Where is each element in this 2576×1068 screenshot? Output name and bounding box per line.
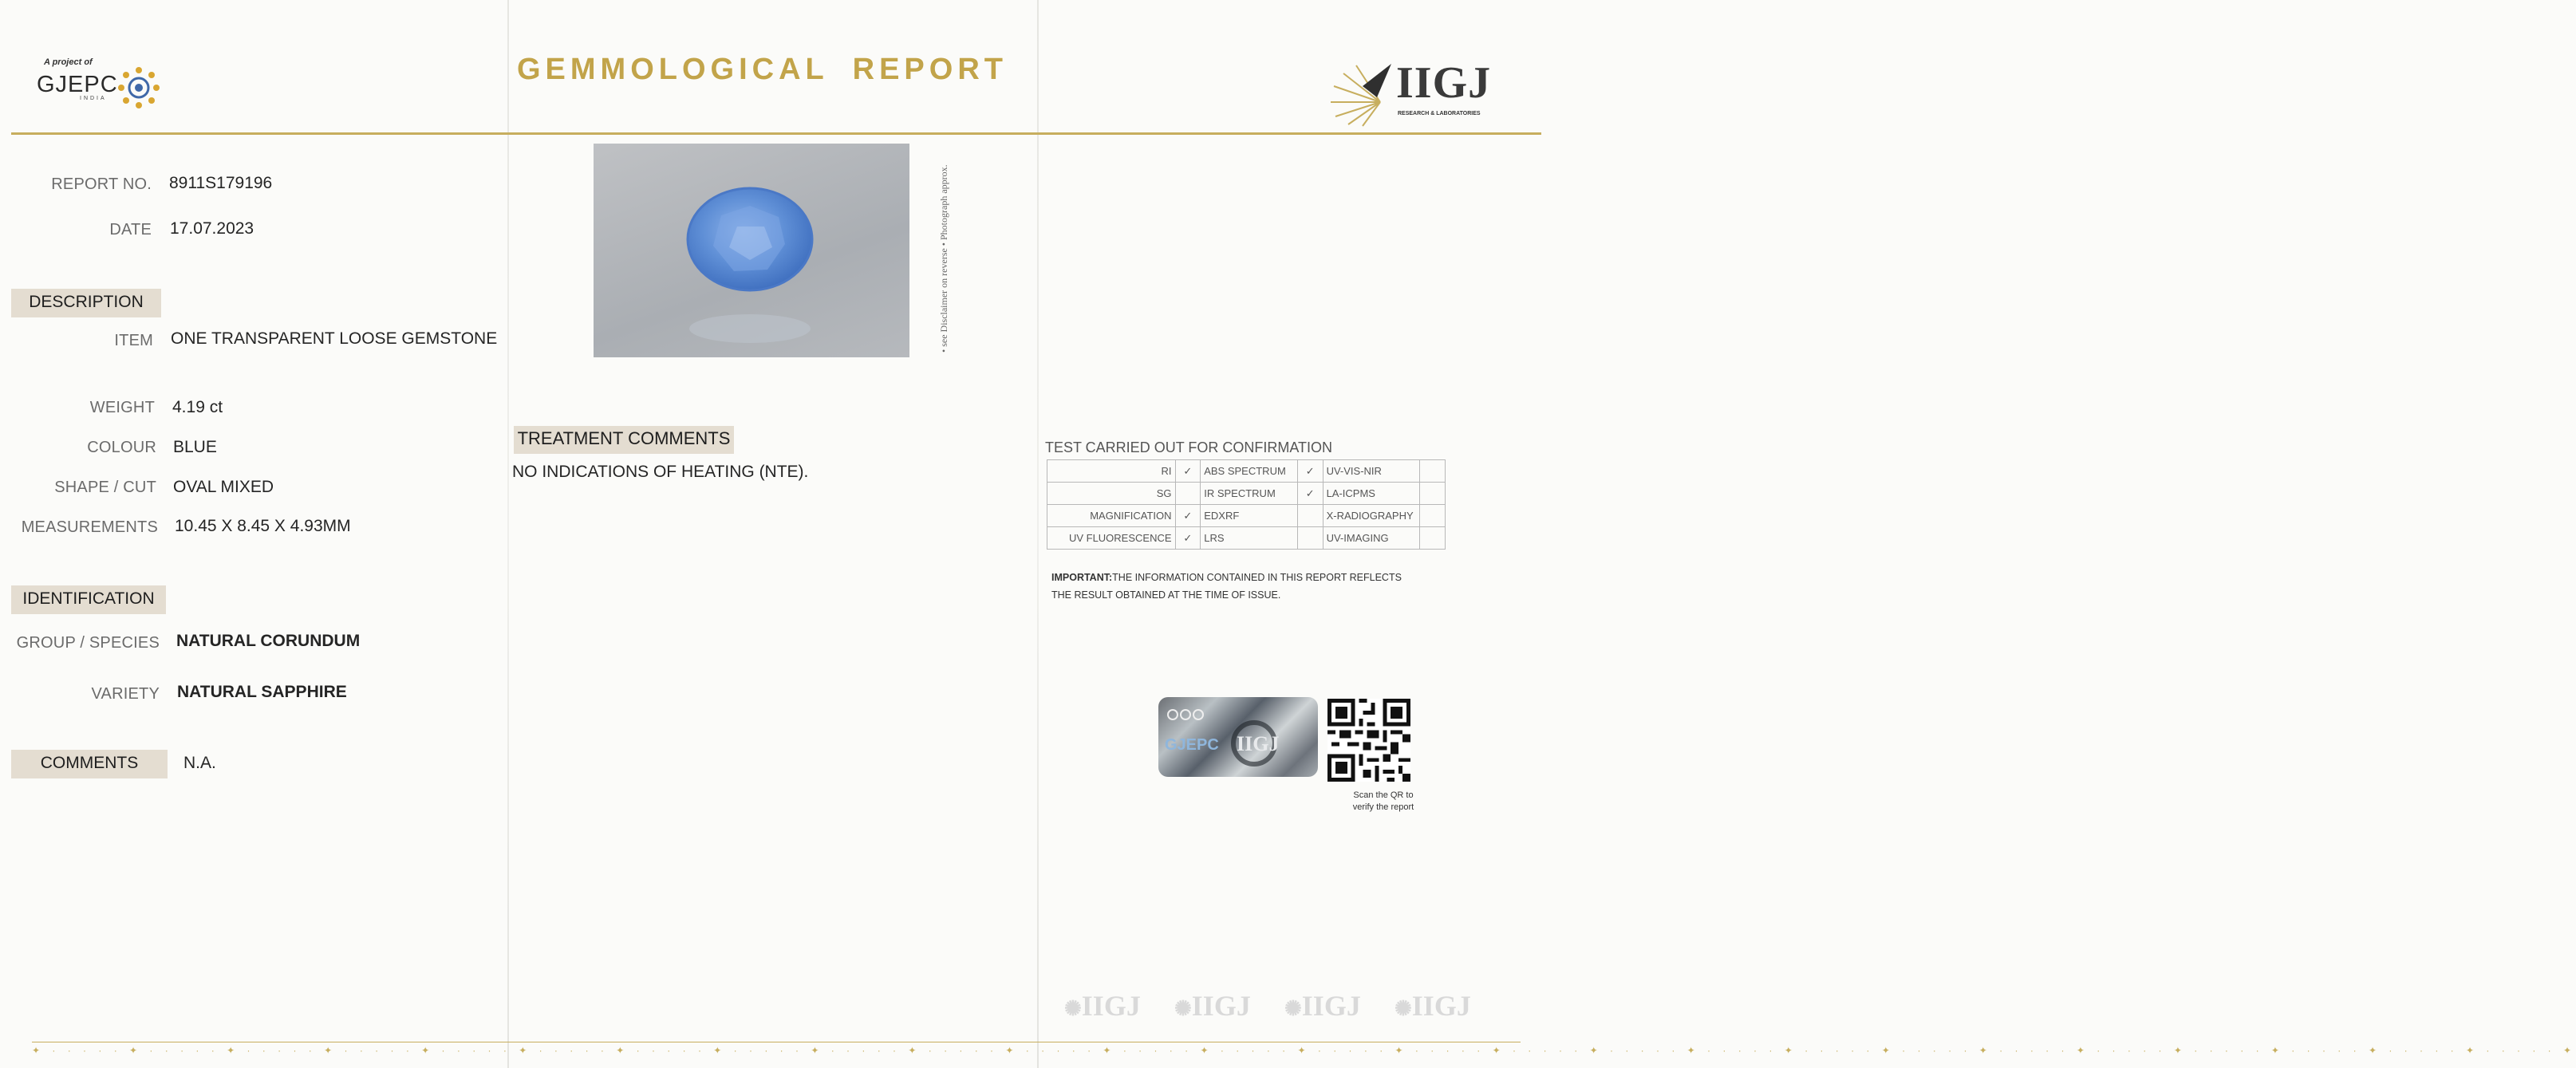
gjepc-country: INDIA — [80, 96, 107, 101]
test-name: LA-ICPMS — [1323, 483, 1420, 505]
tests-title: TEST CARRIED OUT FOR CONFIRMATION — [1045, 439, 1333, 455]
footer-star-border: ✦ · · · · · ✦ · · · · · ✦ · · · · · ✦ · · · · · ✦ · · · · · ✦ · · · · · ✦ · · · · · ✦ · · · · · ✦ · · · · · ✦ · · · · · ✦ · · · · · ✦ · · · · · ✦ · · · · · ✦ · · · · · ✦ · · · · · ✦ · · · · · ✦ · · · · · ✦ · · · · · ✦ · · · · · ✦ · · · · · ✦ · · · · · ✦ · · · · · ✦ · · · · · ✦ · · · · · ✦ · · · · · ✦ · · · · · ✦ — [32, 1045, 2576, 1056]
gjepc-tagline: A project of — [44, 57, 93, 67]
report-title: GEMMOLOGICAL REPORT — [517, 53, 1008, 86]
hologram-iigj-text: IIGJ — [1237, 732, 1280, 755]
measurements-label: MEASUREMENTS — [21, 518, 158, 536]
qr-caption — [1342, 790, 1425, 814]
shape-value: OVAL MIXED — [173, 478, 274, 496]
treatment-heading: TREATMENT COMMENTS — [514, 426, 734, 454]
colour-label: COLOUR — [87, 439, 156, 456]
test-name: LRS — [1201, 527, 1298, 550]
weight-value: 4.19 ct — [172, 398, 223, 416]
important-label: IMPORTANT: — [1051, 572, 1113, 583]
svg-text:GJEPC: GJEPC — [1165, 736, 1219, 754]
gemstone-photo — [594, 144, 909, 357]
colour-value: BLUE — [173, 438, 217, 456]
table-row — [1047, 460, 1446, 483]
test-name: MAGNIFICATION — [1047, 505, 1176, 527]
shape-label: SHAPE / CUT — [54, 479, 156, 496]
check-icon: ✓ — [1175, 505, 1201, 527]
test-name: SG — [1047, 483, 1176, 505]
test-name: UV-IMAGING — [1323, 527, 1420, 550]
check-icon: ✓ — [1175, 527, 1201, 550]
tests-table — [1047, 459, 1446, 550]
test-name: EDXRF — [1201, 505, 1298, 527]
footer-watermark: ✺IIGJ — [1284, 990, 1361, 1022]
check-icon — [1175, 483, 1201, 505]
date-label: DATE — [109, 221, 152, 238]
weight-label: WEIGHT — [89, 399, 155, 416]
group-value: NATURAL CORUNDUM — [176, 632, 361, 650]
important-text: THE INFORMATION CONTAINED IN THIS REPORT REFLECTS THE RESULT OBTAINED AT THE TIME OF ISSUE. — [1051, 572, 1402, 601]
report-no-label: REPORT NO. — [51, 175, 152, 193]
treatment-value: NO INDICATIONS OF HEATING (NTE). — [512, 463, 809, 481]
gjepc-logo-text: GJEPC — [37, 72, 118, 97]
iigj-logo-text: IIGJ — [1396, 58, 1492, 108]
check-icon: ✓ — [1297, 460, 1323, 483]
variety-value: NATURAL SAPPHIRE — [177, 683, 347, 701]
identification-heading: IDENTIFICATION — [11, 585, 166, 614]
item-label: ITEM — [114, 332, 153, 349]
check-icon: ✓ — [1297, 483, 1323, 505]
sapphire-image — [594, 144, 909, 357]
measurements-value: 10.45 X 8.45 X 4.93MM — [175, 517, 351, 535]
qr-code-icon[interactable] — [1327, 699, 1410, 782]
table-row — [1047, 527, 1446, 550]
qr-caption-line: Scan the QR to — [1353, 790, 1414, 800]
qr-caption-line: verify the report — [1352, 802, 1414, 812]
test-name: UV-VIS-NIR — [1323, 460, 1420, 483]
comments-heading: COMMENTS — [11, 750, 168, 778]
paper-fold — [507, 0, 509, 1068]
gjepc-emblem-icon — [116, 65, 161, 110]
test-name: ABS SPECTRUM — [1201, 460, 1298, 483]
item-value: ONE TRANSPARENT LOOSE GEMSTONE — [171, 329, 498, 348]
check-icon — [1297, 527, 1323, 550]
report-no-value: 8911S179196 — [169, 174, 273, 192]
footer-watermark: ✺IIGJ — [1174, 990, 1251, 1022]
paper-fold — [1037, 0, 1039, 1068]
iigj-sunburst-icon — [1324, 62, 1393, 126]
comments-value: N.A. — [183, 754, 216, 772]
test-name: IR SPECTRUM — [1201, 483, 1298, 505]
header-divider — [11, 132, 1541, 135]
footer-watermark: ✺IIGJ — [1395, 990, 1471, 1022]
photo-disclaimer: • see Disclaimer on reverse • Photograph approx. — [938, 164, 949, 353]
description-heading: DESCRIPTION — [11, 289, 161, 317]
iigj-subtitle: RESEARCH & LABORATORIES — [1398, 111, 1481, 116]
table-row — [1047, 483, 1446, 505]
test-name: RI — [1047, 460, 1176, 483]
check-icon: ✓ — [1175, 460, 1201, 483]
table-row — [1047, 505, 1446, 527]
check-icon — [1297, 505, 1323, 527]
date-value: 17.07.2023 — [170, 219, 254, 238]
test-name: X-RADIOGRAPHY — [1323, 505, 1420, 527]
group-label: GROUP / SPECIES — [16, 634, 160, 652]
footer-watermark: ✺IIGJ — [1064, 990, 1141, 1022]
important-note — [1051, 569, 1418, 604]
test-name: UV FLUORESCENCE — [1047, 527, 1176, 550]
variety-label: VARIETY — [91, 685, 160, 703]
